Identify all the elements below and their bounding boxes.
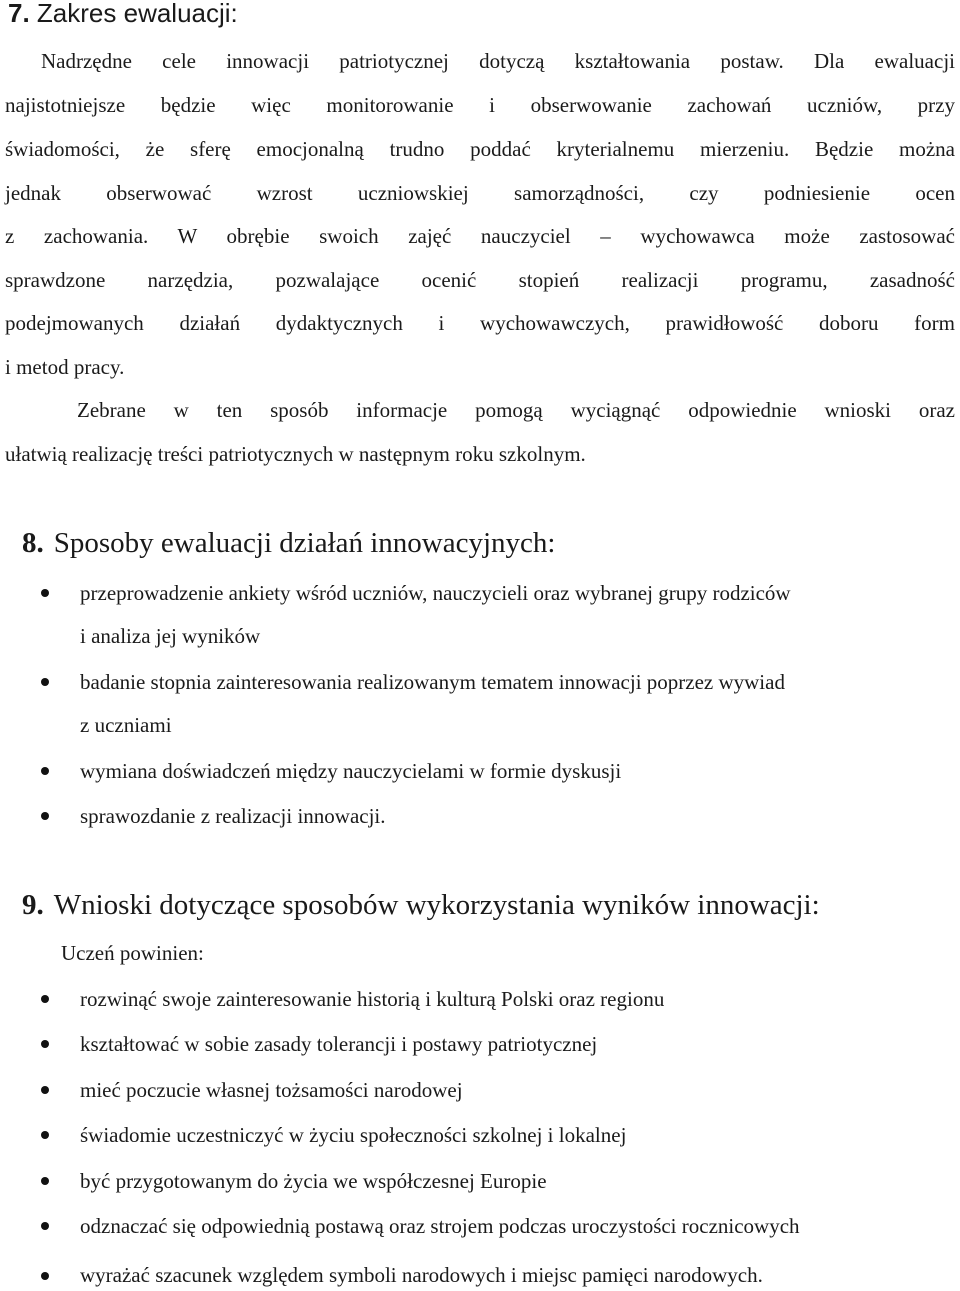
bullet-icon — [41, 812, 49, 820]
bullet-icon — [41, 678, 49, 686]
list-item: być przygotowanym do życia we współczesnej Europie — [80, 1169, 547, 1193]
section-9-number: 9. — [22, 889, 44, 921]
list-item: kształtować w sobie zasady tolerancji i postawy patriotycznej — [80, 1032, 598, 1056]
paragraph-line: Nadrzędne cele innowacji patriotycznej dotyczą kształtowania postaw. Dla ewaluacji — [41, 49, 955, 73]
section-8-title: Sposoby ewaluacji działań innowacyjnych: — [53, 527, 556, 559]
list-item-continuation: i analiza jej wyników — [80, 624, 261, 648]
list-item-continuation: z uczniami — [80, 713, 172, 737]
list-item: wyrażać szacunek względem symboli narodowych i miejsc pamięci narodowych. — [80, 1263, 763, 1287]
list-item: badanie stopnia zainteresowania realizowanym tematem innowacji poprzez wywiad — [80, 670, 785, 694]
list-item: sprawozdanie z realizacji innowacji. — [80, 804, 386, 828]
bullet-icon — [41, 1086, 49, 1094]
bullet-icon — [41, 1131, 49, 1139]
paragraph-line: najistotniejsze będzie więc monitorowanie i obserwowanie zachowań uczniów, przy — [5, 93, 955, 117]
section-7-heading — [8, 0, 238, 29]
paragraph-line: podejmowanych działań dydaktycznych i wychowawczych, prawidłowość doboru form — [5, 311, 955, 335]
bullet-icon — [41, 589, 49, 597]
list-item: rozwinąć swoje zainteresowanie historią i kulturą Polski oraz regionu — [80, 987, 665, 1011]
paragraph-line: sprawdzone narzędzia, pozwalające ocenić stopień realizacji programu, zasadność — [5, 268, 955, 292]
bullet-icon — [41, 1040, 49, 1048]
list-item: świadomie uczestniczyć w życiu społeczności szkolnej i lokalnej — [80, 1123, 627, 1147]
section-8-number: 8. — [22, 527, 44, 559]
list-item: mieć poczucie własnej tożsamości narodowej — [80, 1078, 463, 1102]
section-9-intro: Uczeń powinien: — [61, 941, 204, 965]
paragraph-line: świadomości, że sferę emocjonalną trudno poddać kryterialnemu mierzeniu. Będzie można — [5, 137, 955, 161]
bullet-icon — [41, 767, 49, 775]
bullet-icon — [41, 1177, 49, 1185]
section-7-number: 7. — [8, 0, 30, 28]
list-item: przeprowadzenie ankiety wśród uczniów, nauczycieli oraz wybranej grupy rodziców — [80, 581, 791, 605]
paragraph-line: z zachowania. W obrębie swoich zajęć nauczyciel – wychowawca może zastosować — [5, 224, 955, 248]
paragraph-line: Zebrane w ten sposób informacje pomogą wyciągnąć odpowiednie wnioski oraz — [77, 398, 955, 422]
paragraph-line: ułatwią realizację treści patriotycznych w następnym roku szkolnym. — [5, 442, 586, 466]
list-item: wymiana doświadczeń między nauczycielami w formie dyskusji — [80, 759, 622, 783]
section-9-title: Wnioski dotyczące sposobów wykorzystania wyników innowacji: — [53, 889, 820, 921]
bullet-icon — [41, 1222, 49, 1230]
bullet-icon — [41, 1272, 49, 1280]
paragraph-line: i metod pracy. — [5, 355, 125, 379]
section-7-title: Zakres ewaluacji: — [36, 0, 238, 28]
section-9-heading — [22, 887, 820, 923]
list-item: odznaczać się odpowiednią postawą oraz strojem podczas uroczystości rocznicowych — [80, 1214, 800, 1238]
paragraph-line: jednak obserwować wzrost uczniowskiej samorządności, czy podniesienie ocen — [5, 181, 955, 205]
bullet-icon — [41, 995, 49, 1003]
section-8-heading — [22, 525, 555, 561]
